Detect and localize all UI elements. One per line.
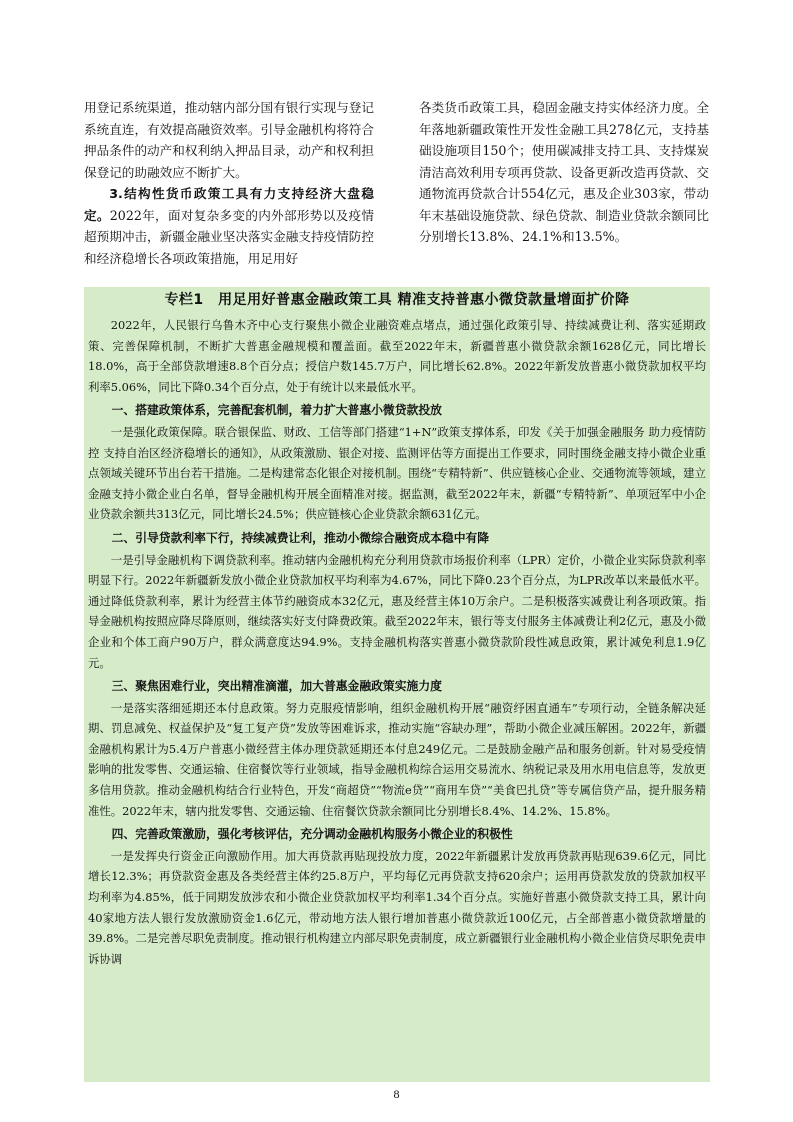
section-heading-3: 3.结构性货币政策工具有力支持经济大盘稳定。 bbox=[84, 186, 374, 223]
box-intro: 2022年，人民银行乌鲁木齐中心支行聚焦小微企业融资难点堵点，通过强化政策引导、持续减费让利、落实延期政策、完善保障机制，不断扩大普惠金融规模和覆盖面。截至2022年末，新疆普惠小微贷款余额1628亿元，同比增长18.0%，高于全部贷款增速8.8个百分点；授信户数145.7万户，同比增长62.8%。2022年新发放普惠小微贷款加权平均利率5.06%，同比下降0.34个百分点，处于有统计以来最低水平。 bbox=[88, 318, 706, 394]
left-paragraph-1: 用登记系统渠道，推动辖内部分国有银行实现与登记系统直连，有效提高融资效率。引导金融机构将符合押品条件的动产和权利纳入押品目录，动产和权利担保登记的助融效应不断扩大。 bbox=[84, 100, 374, 180]
section-body-3: 2022年，面对复杂多变的内外部形势以及疫情超预期冲击，新疆金融业坚决落实金融支持疫情防控和经济稳增长各项政策措施，用足用好 bbox=[84, 207, 374, 266]
page-number: 8 bbox=[393, 1087, 400, 1101]
box-heading-2: 二、引导贷款利率下行，持续减费让利，推动小微综合融资成本稳中有降 bbox=[111, 530, 490, 545]
left-paragraph-2 bbox=[84, 183, 374, 269]
column-box bbox=[84, 287, 710, 1082]
box-section-2: 一是引导金融机构下调贷款利率。推动辖内金融机构充分利用贷款市场报价利率（LPR）定价，小微企业实际贷款利率明显下行。2022年新疆新发放小微企业贷款加权平均利率为4.67%，同比下降0.23个百分点，为LPR改革以来最低水平。通过降低贷款利率，累计为经营主体节约融资成本32亿元，惠及经营主体10万余户。二是积极落实减费让利各项政策。指导金融机构按照应降尽降原则，继续落实好支付降费政策。截至2022年末，银行等支付服务主体减费让利2亿元，惠及小微企业和个体工商户90万户，群众满意度达94.9%。支持金融机构落实普惠小微贷款阶段性减息政策，累计减免利息1.9亿元。 bbox=[88, 552, 706, 670]
box-section-1: 一是强化政策保障。联合银保监、财政、工信等部门搭建“1+N”政策支撑体系，印发《关于加强金融服务 助力疫情防控 支持自治区经济稳增长的通知》，从政策激励、银企对接、监测评估等方面提出工作要求，同时围绕金融支持小微企业重点领域关键环节出台若干措施。二是构建常态化银企对接机制。围绕“专精特新”、供应链核心企业、交通物流等领域，建立金融支持小微企业白名单，督导金融机构开展全面精准对接。据监测，截至2022年末，新疆“专精特新”、单项冠军中小企业贷款余额共313亿元，同比增长24.5%；供应链核心企业贷款余额631亿元。 bbox=[88, 424, 706, 522]
box-heading-3: 三、聚焦困难行业，突出精准滴灌，加大普惠金融政策实施力度 bbox=[111, 679, 442, 694]
left-text-column bbox=[84, 97, 374, 269]
box-section-4: 一是发挥央行资金正向激励作用。加大再贷款再贴现投放力度，2022年新疆累计发放再贷款再贴现639.6亿元，同比增长12.3%；再贷款资金惠及各类经营主体约25.8万户，平均每亿元再贷款支持620余户；运用再贷款发放的贷款加权平均利率为4.85%，低于同期发放涉农和小微企业贷款加权平均利率1.34个百分点。实施好普惠小微贷款支持工具，累计向40家地方法人银行发放激励资金1.6亿元，带动地方法人银行增加普惠小微贷款近100亿元，占全部普惠小微贷款增量的39.8%。二是完善尽职免责制度。推动银行机构建立内部尽职免责制度，成立新疆银行业金融机构小微企业信贷尽职免责申诉协调 bbox=[88, 848, 706, 966]
right-paragraph-1: 各类货币政策工具，稳固金融支持实体经济力度。全年落地新疆政策性开发性金融工具278亿元，支持基础设施项目150个；使用碳减排支持工具、支持煤炭清洁高效利用专项再贷款、设备更新改造再贷款、交通物流再贷款合计554亿元，惠及企业303家，带动年末基础设施贷款、绿色贷款、制造业贷款余额同比分别增长13.8%、24.1%和13.5%。 bbox=[419, 100, 709, 244]
box-heading-1: 一、搭建政策体系，完善配套机制，着力扩大普惠小微贷款投放 bbox=[111, 403, 442, 418]
box-title: 专栏1 用足用好普惠金融政策工具 精准支持普惠小微贷款量增面扩价降 bbox=[164, 292, 630, 308]
box-section-3: 一是落实落细延期还本付息政策。努力克服疫情影响，组织金融机构开展“融资纾困直通车”专项行动，全链条解决延期、罚息减免、权益保护及“复工复产贷”发放等困难诉求，推动实施“容缺办理”，帮助小微企业减压解困。2022年，新疆金融机构累计为5.4万户普惠小微经营主体办理贷款延期还本付息249亿元。二是鼓励金融产品和服务创新。针对易受疫情影响的批发零售、交通运输、住宿餐饮等行业领域，指导金融机构综合运用交易流水、纳税记录及用水用电信息等，发放更多信用贷款。推动金融机构结合行业特色，开发“商超贷”“物流e贷”“商用车贷”“美食巴扎贷”等专属信贷产品，提升服务精准性。2022年末，辖内批发零售、交通运输、住宿餐饮贷款余额同比分别增长8.4%、14.2%、15.8%。 bbox=[88, 700, 706, 818]
box-heading-4: 四、完善政策激励，强化考核评估，充分调动金融机构服务小微企业的积极性 bbox=[111, 827, 513, 842]
right-text-column bbox=[419, 97, 709, 248]
